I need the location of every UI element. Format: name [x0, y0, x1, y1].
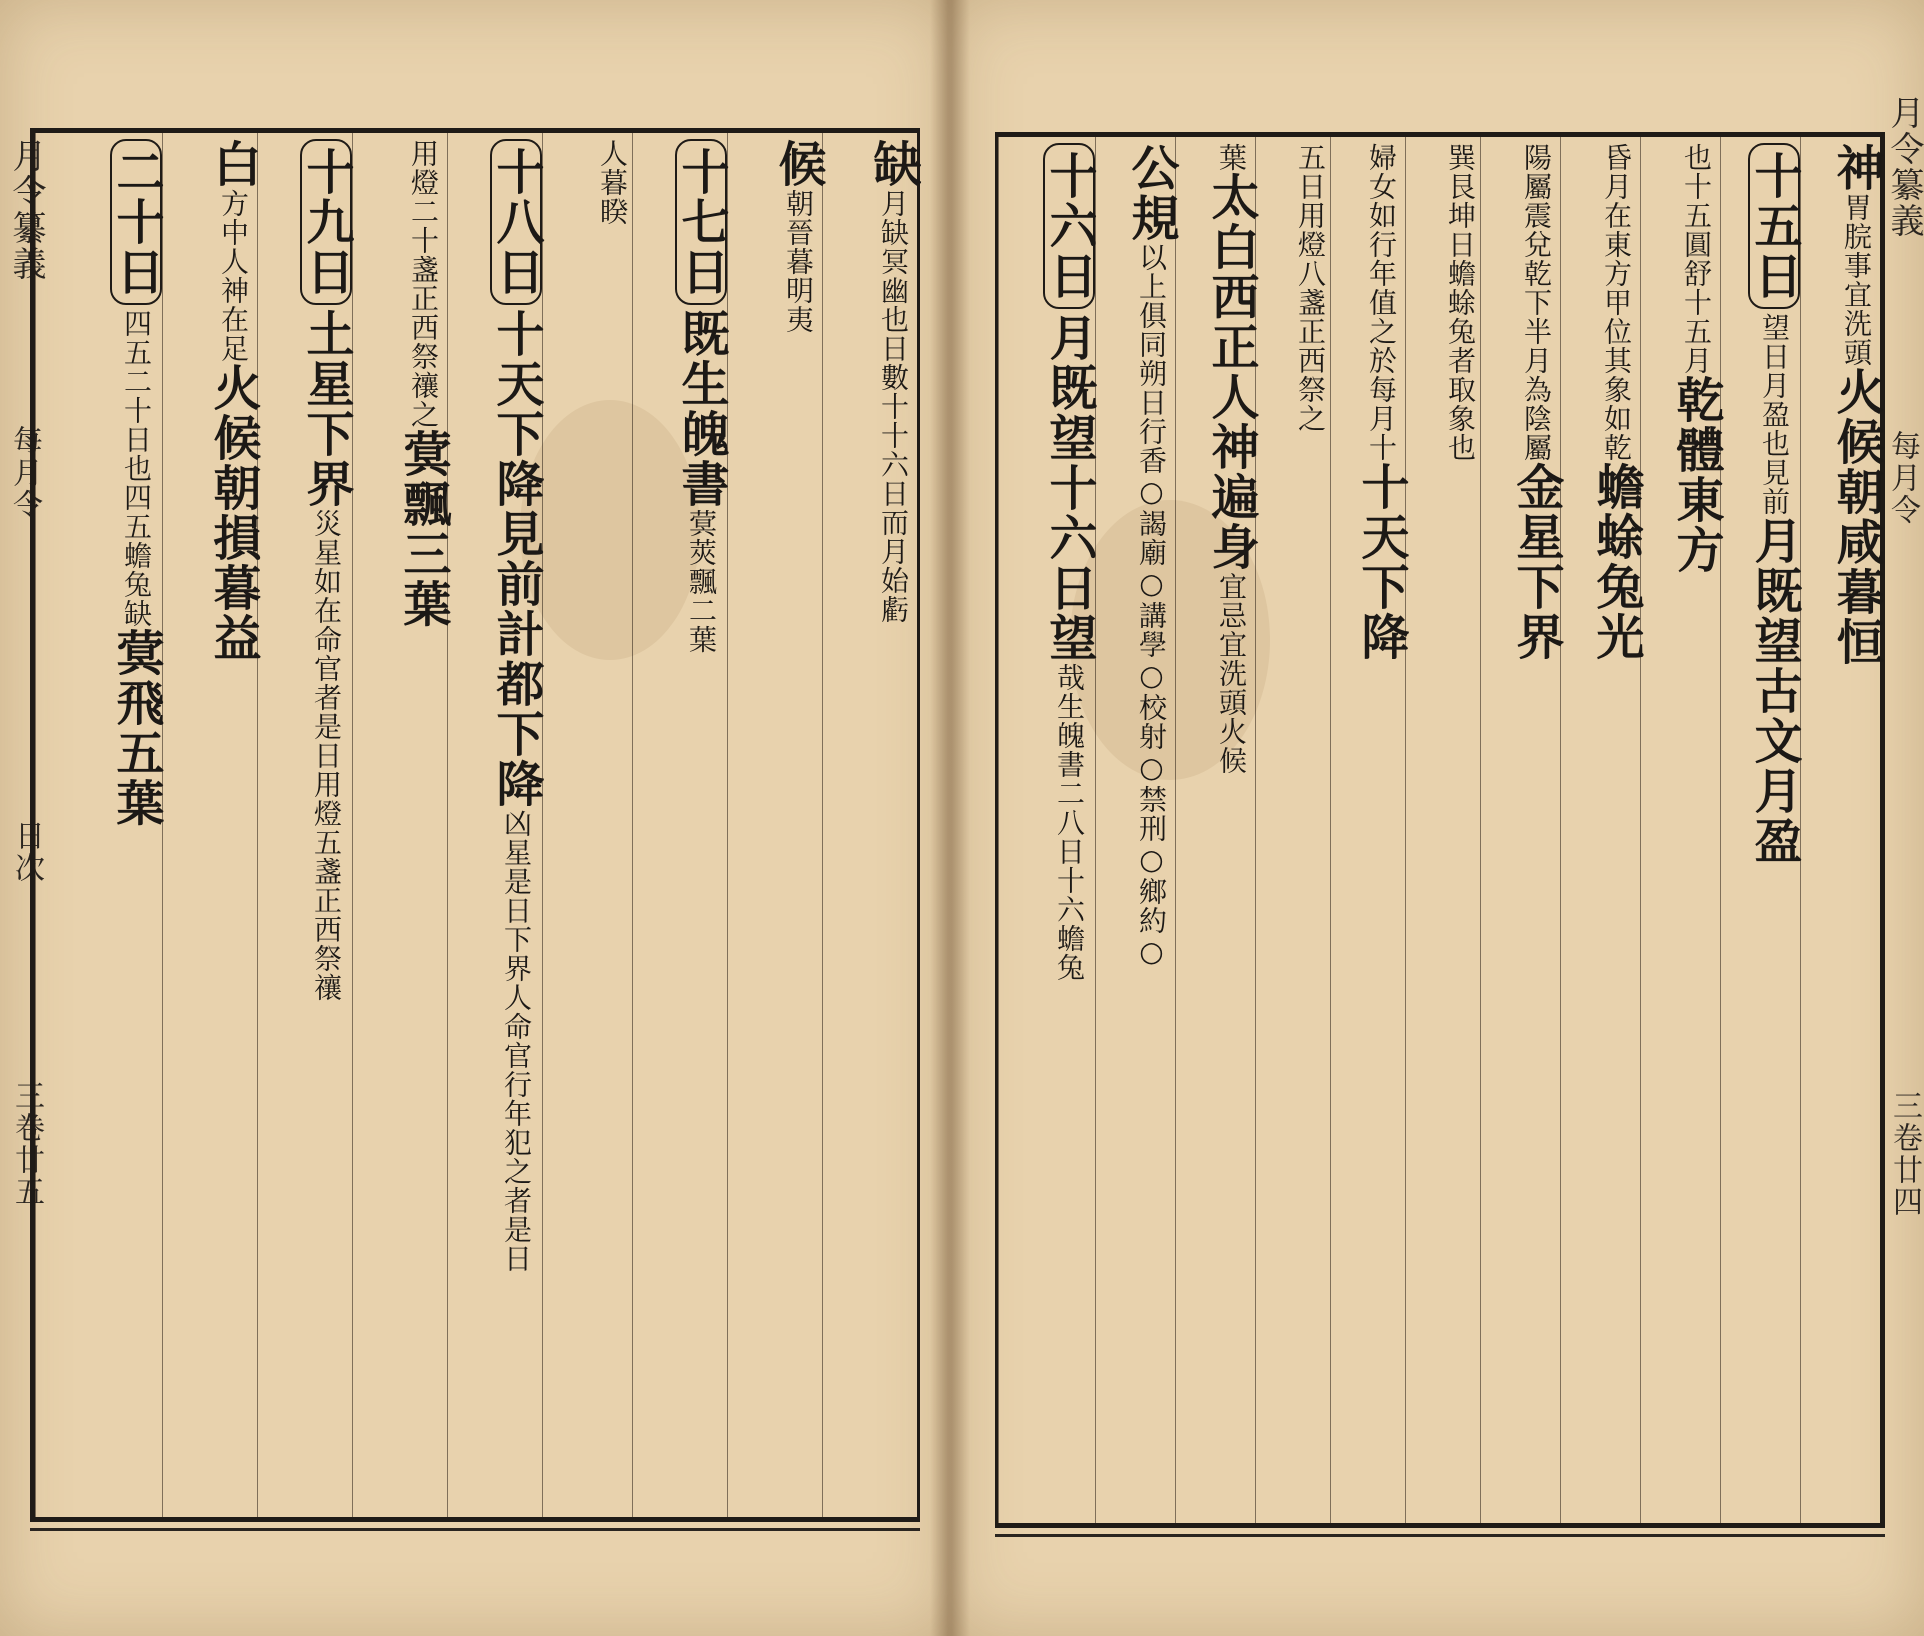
right-running-tab: 每月令	[1885, 430, 1920, 526]
column-body: 月在東方甲位其象如乾	[1600, 172, 1633, 462]
right-column-7	[1330, 137, 1409, 1523]
day-heading: 十六日	[1043, 143, 1095, 309]
column-note: 蓂莢飄二葉	[685, 509, 718, 654]
column-head: 陽	[1520, 143, 1553, 172]
column-note: 十天下降	[1353, 462, 1409, 662]
left-margin-mark: 日次	[9, 820, 44, 884]
trigram-symbol	[540, 149, 592, 1507]
right-column-4	[1560, 137, 1644, 1523]
column-body: 女如行年值之於每月十	[1365, 172, 1398, 462]
column-body: 四五二十日也四五蟾兔缺	[120, 309, 153, 628]
column-note: 行香○謁廟○講學○校射○禁刑○鄉約○	[1135, 417, 1168, 969]
column-note: 凶星是日下界人命官行年犯之者是日	[500, 809, 533, 1273]
column-head: 候	[770, 139, 826, 189]
right-column-11	[998, 137, 1095, 1523]
column-head: 人	[596, 139, 629, 168]
left-column-3	[632, 133, 727, 1517]
day-heading: 十八日	[490, 139, 542, 305]
column-body: 方中人神在足	[217, 189, 250, 363]
right-text-frame	[995, 132, 1885, 1528]
right-column-5	[1480, 137, 1564, 1523]
right-folio: 三卷廿四	[1887, 1090, 1922, 1218]
column-note: 哉生魄書二八日十六蟾兔	[1053, 663, 1086, 982]
column-body: 既生魄書	[673, 309, 729, 509]
column-body: 望日月盈也見前	[1758, 313, 1791, 516]
column-body: 土星下界	[298, 309, 354, 509]
column-body: 太白西正人神遍身	[1203, 172, 1259, 572]
left-bottom-rule	[30, 1528, 920, 1531]
left-column-2	[727, 133, 826, 1517]
book-gutter	[930, 0, 970, 1636]
column-head: 也	[1680, 143, 1713, 172]
trigram-symbol	[722, 149, 774, 1507]
column-note: 乾體東方	[1668, 375, 1724, 575]
column-note: 災星如在命官者是日用燈五盞正西祭禳	[310, 509, 343, 1002]
column-head: 五	[1294, 143, 1327, 172]
column-body: 以上俱同朔日	[1135, 243, 1168, 417]
left-column-9	[35, 133, 162, 1517]
right-column-2	[1720, 137, 1800, 1523]
right-column-9	[1175, 137, 1259, 1523]
right-running-head: 月令纂義	[1884, 95, 1924, 239]
right-column-10	[1095, 137, 1179, 1523]
column-note: 蓂飄三葉	[395, 429, 451, 629]
day-heading: 十五日	[1748, 143, 1800, 309]
column-head: 用燈	[407, 139, 440, 197]
column-body: 月既望十六日望	[1041, 313, 1097, 663]
left-running-tab: 每月令	[7, 425, 42, 521]
right-column-8	[1255, 137, 1330, 1523]
left-folio: 三卷廿五	[9, 1080, 44, 1208]
trigram-symbol	[157, 149, 209, 1507]
column-note: 月既望古文月盈	[1746, 516, 1802, 866]
column-body: 十五圓舒十五月	[1680, 172, 1713, 375]
day-heading: 十九日	[300, 139, 352, 305]
column-head: 婦	[1365, 143, 1398, 172]
left-column-7	[257, 133, 352, 1517]
column-head: 缺	[865, 139, 921, 189]
column-body: 日用燈八盞正西祭之	[1294, 172, 1327, 433]
column-body: 胃脘事宜洗頭	[1840, 193, 1873, 367]
column-body: 艮坤日蟾蜍兔者取象也	[1444, 172, 1477, 462]
column-note: 蟾蜍兔光	[1588, 462, 1644, 662]
column-note: 宜忌宜洗頭火候	[1215, 572, 1248, 775]
column-body: 二十盞正西祭禳之	[407, 197, 440, 429]
column-body: 暮睽	[596, 168, 629, 226]
column-head: 公規	[1123, 143, 1179, 243]
left-column-5	[447, 133, 542, 1517]
column-note: 火候朝損暮益	[205, 363, 261, 663]
day-heading: 二十日	[110, 139, 162, 305]
right-column-6	[1405, 137, 1480, 1523]
column-body: 朝晉暮明夷	[782, 189, 815, 334]
day-heading: 十七日	[675, 139, 727, 305]
column-head: 昏	[1600, 143, 1633, 172]
left-text-frame	[30, 128, 920, 1522]
right-page	[950, 0, 1924, 1636]
left-column-1	[822, 133, 921, 1517]
left-column-8	[162, 133, 261, 1517]
right-bottom-rule	[995, 1534, 1885, 1537]
left-column-6	[352, 133, 451, 1517]
right-column-3	[1640, 137, 1724, 1523]
column-note: 火候朝咸暮恒	[1828, 367, 1884, 667]
column-head: 巽	[1444, 143, 1477, 172]
column-note: 金星下界	[1508, 462, 1564, 662]
left-running-head: 月令纂義	[6, 138, 46, 282]
column-body: 屬震兌乾下半月為陰屬	[1520, 172, 1553, 462]
left-page	[0, 0, 950, 1636]
column-head: 葉	[1215, 143, 1248, 172]
column-body: 十天下降見前計都下降	[488, 309, 544, 809]
left-column-4	[542, 133, 632, 1517]
column-head: 白	[205, 139, 261, 189]
column-head: 神	[1828, 143, 1884, 193]
right-column-1	[1800, 137, 1884, 1523]
column-note: 蓂飛五葉	[108, 628, 164, 828]
column-body: 月缺冥幽也日數十十六日而月始虧	[877, 189, 910, 624]
